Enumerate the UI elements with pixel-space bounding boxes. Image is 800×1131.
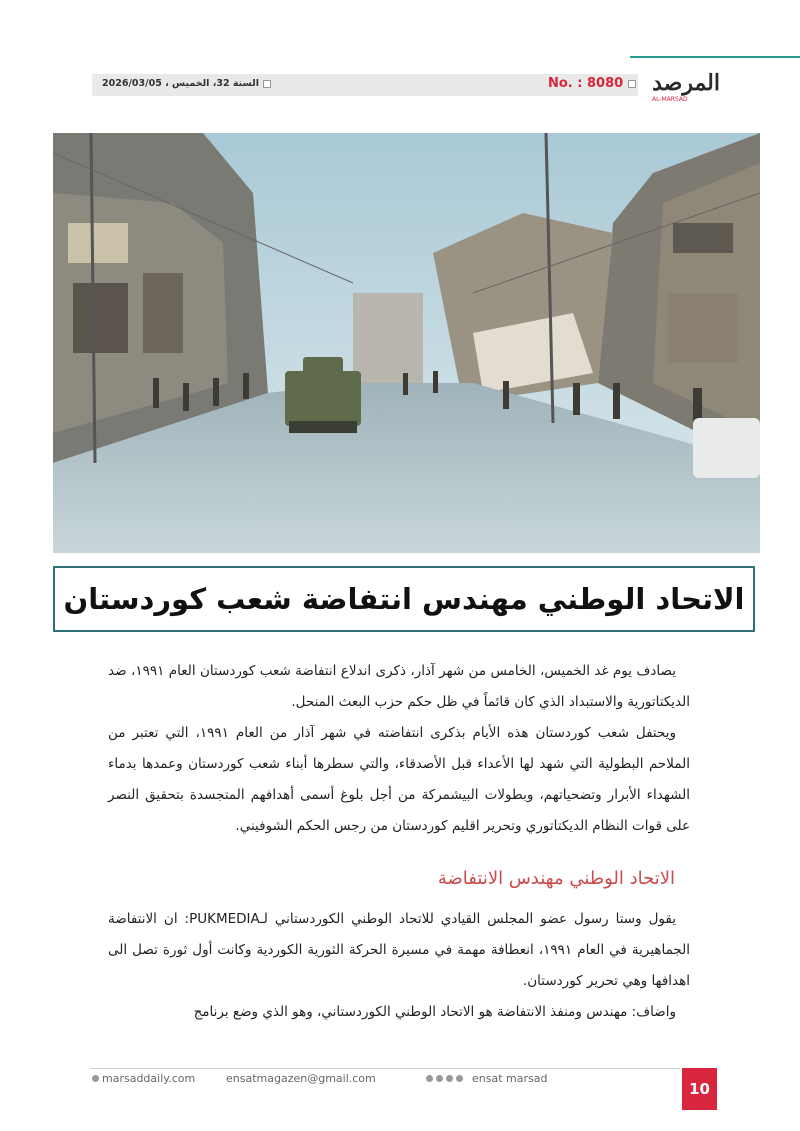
youtube-icon[interactable] <box>456 1075 463 1082</box>
email-text: ensatmagazen@gmail.com <box>226 1072 376 1085</box>
footer-website[interactable] <box>92 1072 195 1085</box>
issue-number-label: No. : 8080 <box>548 76 624 91</box>
bullet-square-icon <box>263 80 271 88</box>
street-photo <box>53 133 760 553</box>
paragraph: يصادف يوم غد الخميس، الخامس من شهر آذار، ذكرى اندلاع انتفاضة شعب كوردستان العام ١٩٩١، ضد الديكتاتورية والاستبداد الذي كان قائماً في ظل حكم حزب البعث المنحل. <box>108 663 690 710</box>
paragraph: يقول وستا رسول عضو المجلس القيادي للاتحاد الوطني الكوردستاني لـPUKMEDIA: ان الانتفاضة الجماهيرية في العام ١٩٩١، انعطافة مهمة في مسيرة الحركة الثورية الكوردية وكانت أول ثورة تصل الى اهدافها وهي تحرير كوردستان. <box>108 911 691 989</box>
paragraph: واضاف: مهندس ومنفذ الانتفاضة هو الاتحاد الوطني الكوردستاني، وهو الذي وضع برنامج <box>193 1004 676 1020</box>
bullet-square-icon <box>628 80 636 88</box>
social-handle: ensat marsad <box>472 1072 548 1085</box>
instagram-icon[interactable] <box>446 1075 453 1082</box>
newspaper-logo <box>644 70 720 104</box>
article-title-box <box>53 566 755 632</box>
web-icon <box>92 1075 99 1082</box>
header-accent-line <box>630 56 800 58</box>
article-body-intro <box>108 656 690 842</box>
paragraph: ويحتفل شعب كوردستان هذه الأيام بذكرى انتفاضته في شهر آذار من العام ١٩٩١، التي تعتبر من الملاحم البطولية التي شهد لها الأعداء قبل الأصدقاء، والتي سطرها أبناء شعب كوردستان وعمدها بدماء الشهداء الأبرار وتضحياتهم، وبطولات البيشمركة من أجل بلوغ أسمى أهدافهم المتجسدة بتحقيق النصر على قوات النظام الديكتاتوري وتحرير اقليم كوردستان من رجس الحكم الشوفيني. <box>108 725 690 834</box>
article-body-section <box>108 904 690 1028</box>
footer-email[interactable] <box>226 1072 376 1085</box>
issue-date <box>102 78 271 89</box>
date-line: السنة 32، الخميس ، 2026/03/05 <box>102 78 259 89</box>
twitter-icon[interactable] <box>436 1075 443 1082</box>
article-title: الاتحاد الوطني مهندس انتفاضة شعب كوردستان <box>63 582 745 616</box>
footer-social[interactable] <box>426 1072 547 1085</box>
article-subheading: الاتحاد الوطني مهندس الانتفاضة <box>437 868 675 889</box>
logo-subtext: AL-MARSAD <box>652 96 688 103</box>
facebook-icon[interactable] <box>426 1075 433 1082</box>
footer-divider <box>90 1068 680 1069</box>
issue-number <box>548 76 636 91</box>
website-text: marsaddaily.com <box>102 1072 196 1085</box>
logo-text: المرصد <box>652 70 720 96</box>
page-number: 10 <box>682 1068 717 1110</box>
